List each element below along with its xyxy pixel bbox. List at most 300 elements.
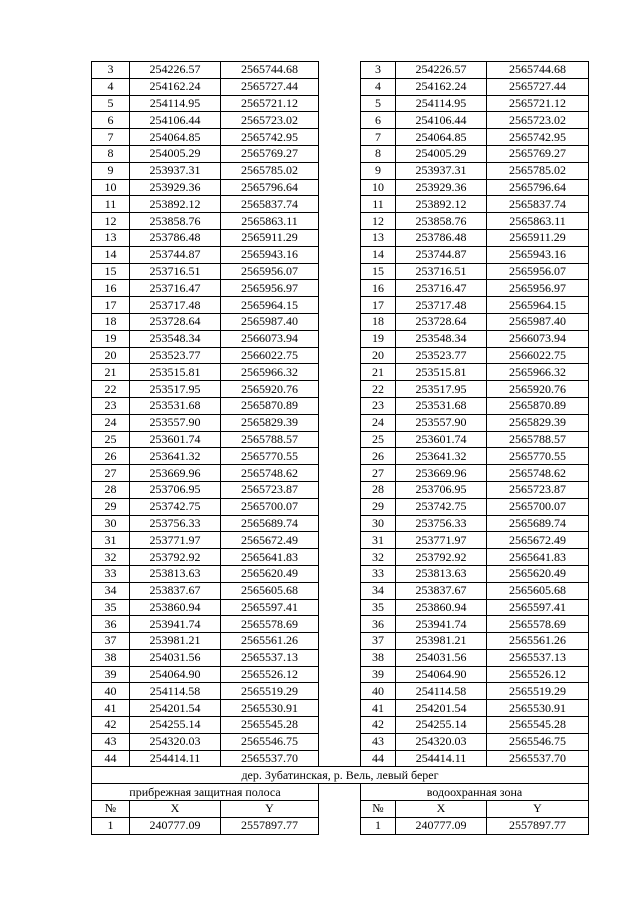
right-x-value: 253557.90 xyxy=(396,414,487,431)
table-row xyxy=(92,414,589,431)
column-gap xyxy=(319,78,361,95)
left-y-value: 2565546.75 xyxy=(221,733,319,750)
table-row xyxy=(92,448,589,465)
left-y-value: 2565723.02 xyxy=(221,112,319,129)
left-point-number: 22 xyxy=(92,381,130,398)
table-row xyxy=(92,313,589,330)
left-y-value: 2565943.16 xyxy=(221,246,319,263)
right-point-number: 37 xyxy=(361,633,396,650)
left-y-value: 2557897.77 xyxy=(221,817,319,834)
right-y-value: 2565870.89 xyxy=(487,397,589,414)
left-y-value: 2565770.55 xyxy=(221,448,319,465)
left-y-value: 2565785.02 xyxy=(221,162,319,179)
left-y-value: 2565530.91 xyxy=(221,700,319,717)
table-row xyxy=(92,817,589,834)
right-x-value: 254064.90 xyxy=(396,666,487,683)
left-y-value: 2565911.29 xyxy=(221,229,319,246)
right-y-value: 2565742.95 xyxy=(487,129,589,146)
right-x-value: 254114.58 xyxy=(396,683,487,700)
right-point-number: 22 xyxy=(361,381,396,398)
column-gap xyxy=(319,481,361,498)
right-point-number: 33 xyxy=(361,565,396,582)
right-point-number: 7 xyxy=(361,129,396,146)
left-x-value: 253548.34 xyxy=(130,330,221,347)
left-x-header: X xyxy=(130,801,221,818)
table-row xyxy=(92,246,589,263)
right-point-number: 36 xyxy=(361,616,396,633)
column-gap xyxy=(319,364,361,381)
left-y-value: 2565641.83 xyxy=(221,549,319,566)
left-x-value: 253937.31 xyxy=(130,162,221,179)
right-point-number: 12 xyxy=(361,213,396,230)
coordinates-rows xyxy=(92,62,589,767)
column-gap xyxy=(319,431,361,448)
column-gap xyxy=(319,582,361,599)
right-point-number: 5 xyxy=(361,95,396,112)
table-row xyxy=(92,481,589,498)
table-row xyxy=(92,565,589,582)
right-y-value: 2565956.07 xyxy=(487,263,589,280)
right-x-value: 254414.11 xyxy=(396,750,487,767)
table-row xyxy=(92,633,589,650)
left-y-value: 2565744.68 xyxy=(221,62,319,79)
table-row xyxy=(92,112,589,129)
right-x-value: 253706.95 xyxy=(396,481,487,498)
left-point-number: 3 xyxy=(92,62,130,79)
left-x-value: 253981.21 xyxy=(130,633,221,650)
right-x-value: 253981.21 xyxy=(396,633,487,650)
right-y-value: 2565546.75 xyxy=(487,733,589,750)
left-x-value: 253756.33 xyxy=(130,515,221,532)
right-x-value: 254255.14 xyxy=(396,717,487,734)
left-x-value: 253717.48 xyxy=(130,297,221,314)
right-y-value: 2565605.68 xyxy=(487,582,589,599)
table-row xyxy=(92,196,589,213)
column-gap xyxy=(319,532,361,549)
left-point-number: 18 xyxy=(92,313,130,330)
right-point-number: 39 xyxy=(361,666,396,683)
left-x-value: 254114.95 xyxy=(130,95,221,112)
left-x-value: 253813.63 xyxy=(130,565,221,582)
table-row xyxy=(92,532,589,549)
left-x-value: 253860.94 xyxy=(130,599,221,616)
right-y-value: 2565987.40 xyxy=(487,313,589,330)
left-x-value: 253728.64 xyxy=(130,313,221,330)
right-point-number: 31 xyxy=(361,532,396,549)
left-x-value: 253601.74 xyxy=(130,431,221,448)
right-point-number: 21 xyxy=(361,364,396,381)
left-y-value: 2565829.39 xyxy=(221,414,319,431)
right-y-value: 2565748.62 xyxy=(487,465,589,482)
table-row xyxy=(92,666,589,683)
right-x-value: 253531.68 xyxy=(396,397,487,414)
left-y-value: 2565526.12 xyxy=(221,666,319,683)
right-x-value: 254031.56 xyxy=(396,649,487,666)
right-y-value: 2565943.16 xyxy=(487,246,589,263)
right-y-value: 2565561.26 xyxy=(487,633,589,650)
left-y-value: 2565748.62 xyxy=(221,465,319,482)
right-y-value: 2565796.64 xyxy=(487,179,589,196)
table-row xyxy=(92,649,589,666)
left-y-value: 2565723.87 xyxy=(221,481,319,498)
left-point-number: 14 xyxy=(92,246,130,263)
table-row xyxy=(92,683,589,700)
left-point-number: 27 xyxy=(92,465,130,482)
column-gap xyxy=(319,297,361,314)
left-point-number: 11 xyxy=(92,196,130,213)
right-point-number: 41 xyxy=(361,700,396,717)
column-gap xyxy=(319,162,361,179)
right-y-value: 2565721.12 xyxy=(487,95,589,112)
column-gap xyxy=(319,246,361,263)
section-labels-row xyxy=(92,784,589,801)
table-row xyxy=(92,733,589,750)
right-x-value: 253771.97 xyxy=(396,532,487,549)
right-x-value: 253941.74 xyxy=(396,616,487,633)
left-y-value: 2565796.64 xyxy=(221,179,319,196)
left-point-number: 32 xyxy=(92,549,130,566)
left-x-value: 253771.97 xyxy=(130,532,221,549)
right-y-value: 2566073.94 xyxy=(487,330,589,347)
section-title: дер. Зубатинская, р. Вель, левый берег xyxy=(92,767,589,784)
right-x-value: 253786.48 xyxy=(396,229,487,246)
left-x-value: 240777.09 xyxy=(130,817,221,834)
right-y-value: 2565966.32 xyxy=(487,364,589,381)
right-y-value: 2565545.28 xyxy=(487,717,589,734)
right-point-number: 10 xyxy=(361,179,396,196)
right-y-value: 2565769.27 xyxy=(487,145,589,162)
column-gap xyxy=(319,465,361,482)
right-point-number: 28 xyxy=(361,481,396,498)
left-x-value: 254064.90 xyxy=(130,666,221,683)
right-point-number: 25 xyxy=(361,431,396,448)
left-x-value: 253557.90 xyxy=(130,414,221,431)
right-x-value: 254114.95 xyxy=(396,95,487,112)
table-row xyxy=(92,515,589,532)
column-gap xyxy=(319,565,361,582)
column-gap xyxy=(319,700,361,717)
right-y-value: 2565620.49 xyxy=(487,565,589,582)
left-y-value: 2565519.29 xyxy=(221,683,319,700)
left-x-value: 253941.74 xyxy=(130,616,221,633)
right-y-value: 2565920.76 xyxy=(487,381,589,398)
left-y-value: 2565620.49 xyxy=(221,565,319,582)
column-gap xyxy=(319,347,361,364)
right-y-value: 2565837.74 xyxy=(487,196,589,213)
right-x-value: 254201.54 xyxy=(396,700,487,717)
right-point-number: 40 xyxy=(361,683,396,700)
left-y-value: 2565537.70 xyxy=(221,750,319,767)
right-point-number: 27 xyxy=(361,465,396,482)
left-point-number: 36 xyxy=(92,616,130,633)
left-y-value: 2565956.07 xyxy=(221,263,319,280)
left-point-number: 8 xyxy=(92,145,130,162)
right-y-value: 2565530.91 xyxy=(487,700,589,717)
left-x-value: 253523.77 xyxy=(130,347,221,364)
table-row xyxy=(92,78,589,95)
left-section-label: прибрежная защитная полоса xyxy=(92,784,319,801)
column-gap xyxy=(319,649,361,666)
left-point-number: 29 xyxy=(92,498,130,515)
column-gap xyxy=(319,801,361,818)
right-y-value: 2565770.55 xyxy=(487,448,589,465)
right-x-value: 254106.44 xyxy=(396,112,487,129)
right-y-value: 2565727.44 xyxy=(487,78,589,95)
table-row xyxy=(92,750,589,767)
right-point-number: 23 xyxy=(361,397,396,414)
left-y-value: 2565987.40 xyxy=(221,313,319,330)
right-x-value: 253756.33 xyxy=(396,515,487,532)
column-gap xyxy=(319,683,361,700)
left-y-value: 2565537.13 xyxy=(221,649,319,666)
left-point-number: 10 xyxy=(92,179,130,196)
right-x-value: 253813.63 xyxy=(396,565,487,582)
right-y-value: 2565700.07 xyxy=(487,498,589,515)
right-x-value: 253860.94 xyxy=(396,599,487,616)
right-point-number: 11 xyxy=(361,196,396,213)
table-row xyxy=(92,179,589,196)
left-point-number: 40 xyxy=(92,683,130,700)
table-row xyxy=(92,549,589,566)
right-x-value: 253837.67 xyxy=(396,582,487,599)
left-point-number: 20 xyxy=(92,347,130,364)
right-y-value: 2565829.39 xyxy=(487,414,589,431)
right-x-value: 254162.24 xyxy=(396,78,487,95)
column-gap xyxy=(319,616,361,633)
left-point-number: 39 xyxy=(92,666,130,683)
right-number-header: № xyxy=(361,801,396,818)
right-x-value: 240777.09 xyxy=(396,817,487,834)
left-y-value: 2565545.28 xyxy=(221,717,319,734)
left-y-value: 2565672.49 xyxy=(221,532,319,549)
left-y-value: 2566073.94 xyxy=(221,330,319,347)
table-row xyxy=(92,498,589,515)
column-gap xyxy=(319,717,361,734)
right-y-value: 2565641.83 xyxy=(487,549,589,566)
table-row xyxy=(92,616,589,633)
section-title-row xyxy=(92,767,589,784)
left-y-value: 2565597.41 xyxy=(221,599,319,616)
right-x-header: X xyxy=(396,801,487,818)
column-gap xyxy=(319,95,361,112)
left-point-number: 7 xyxy=(92,129,130,146)
right-y-value: 2565537.70 xyxy=(487,750,589,767)
column-gap xyxy=(319,498,361,515)
right-x-value: 254320.03 xyxy=(396,733,487,750)
left-point-number: 16 xyxy=(92,280,130,297)
table-row xyxy=(92,213,589,230)
left-y-value: 2565721.12 xyxy=(221,95,319,112)
column-gap xyxy=(319,666,361,683)
column-gap xyxy=(319,263,361,280)
right-point-number: 20 xyxy=(361,347,396,364)
column-gap xyxy=(319,733,361,750)
left-x-value: 253744.87 xyxy=(130,246,221,263)
table-row xyxy=(92,330,589,347)
right-x-value: 254064.85 xyxy=(396,129,487,146)
left-point-number: 26 xyxy=(92,448,130,465)
right-x-value: 253548.34 xyxy=(396,330,487,347)
right-y-value: 2565964.15 xyxy=(487,297,589,314)
right-point-number: 44 xyxy=(361,750,396,767)
left-x-value: 253669.96 xyxy=(130,465,221,482)
left-point-number: 23 xyxy=(92,397,130,414)
left-y-value: 2565689.74 xyxy=(221,515,319,532)
left-point-number: 4 xyxy=(92,78,130,95)
left-x-value: 253786.48 xyxy=(130,229,221,246)
left-y-value: 2565920.76 xyxy=(221,381,319,398)
column-gap xyxy=(319,397,361,414)
right-point-number: 26 xyxy=(361,448,396,465)
right-point-number: 24 xyxy=(361,414,396,431)
table-row xyxy=(92,95,589,112)
right-y-value: 2565723.87 xyxy=(487,481,589,498)
right-section-label: водоохранная зона xyxy=(361,784,589,801)
right-x-value: 253892.12 xyxy=(396,196,487,213)
column-gap xyxy=(319,213,361,230)
column-gap xyxy=(319,129,361,146)
left-point-number: 24 xyxy=(92,414,130,431)
right-x-value: 253742.75 xyxy=(396,498,487,515)
column-gap xyxy=(319,179,361,196)
left-x-value: 254226.57 xyxy=(130,62,221,79)
left-y-value: 2565578.69 xyxy=(221,616,319,633)
left-x-value: 254414.11 xyxy=(130,750,221,767)
right-y-value: 2565723.02 xyxy=(487,112,589,129)
left-point-number: 30 xyxy=(92,515,130,532)
right-point-number: 14 xyxy=(361,246,396,263)
right-x-value: 254005.29 xyxy=(396,145,487,162)
right-x-value: 253858.76 xyxy=(396,213,487,230)
right-point-number: 38 xyxy=(361,649,396,666)
right-y-value: 2565911.29 xyxy=(487,229,589,246)
left-point-number: 41 xyxy=(92,700,130,717)
left-y-value: 2565605.68 xyxy=(221,582,319,599)
left-x-value: 253531.68 xyxy=(130,397,221,414)
left-y-value: 2565863.11 xyxy=(221,213,319,230)
left-x-value: 253641.32 xyxy=(130,448,221,465)
table-row xyxy=(92,229,589,246)
table-row xyxy=(92,297,589,314)
right-point-number: 19 xyxy=(361,330,396,347)
right-x-value: 253716.51 xyxy=(396,263,487,280)
right-y-value: 2565744.68 xyxy=(487,62,589,79)
left-x-value: 253706.95 xyxy=(130,481,221,498)
left-x-value: 253792.92 xyxy=(130,549,221,566)
left-x-value: 253515.81 xyxy=(130,364,221,381)
table-row xyxy=(92,162,589,179)
column-gap xyxy=(319,229,361,246)
left-point-number: 21 xyxy=(92,364,130,381)
table-row xyxy=(92,364,589,381)
table-row xyxy=(92,280,589,297)
column-gap xyxy=(319,817,361,834)
column-gap xyxy=(319,62,361,79)
right-x-value: 253792.92 xyxy=(396,549,487,566)
left-point-number: 34 xyxy=(92,582,130,599)
column-gap xyxy=(319,750,361,767)
left-point-number: 44 xyxy=(92,750,130,767)
right-y-value: 2565537.13 xyxy=(487,649,589,666)
left-point-number: 35 xyxy=(92,599,130,616)
left-x-value: 254255.14 xyxy=(130,717,221,734)
left-x-value: 254201.54 xyxy=(130,700,221,717)
right-point-number: 16 xyxy=(361,280,396,297)
table-row xyxy=(92,145,589,162)
table-row xyxy=(92,700,589,717)
left-point-number: 13 xyxy=(92,229,130,246)
left-y-value: 2565561.26 xyxy=(221,633,319,650)
left-y-header: Y xyxy=(221,801,319,818)
left-y-value: 2565788.57 xyxy=(221,431,319,448)
table-row xyxy=(92,381,589,398)
right-point-number: 32 xyxy=(361,549,396,566)
left-point-number: 1 xyxy=(92,817,130,834)
right-y-value: 2565597.41 xyxy=(487,599,589,616)
left-y-value: 2565727.44 xyxy=(221,78,319,95)
right-y-header: Y xyxy=(487,801,589,818)
left-y-value: 2565769.27 xyxy=(221,145,319,162)
table-row xyxy=(92,431,589,448)
table-row xyxy=(92,599,589,616)
left-point-number: 28 xyxy=(92,481,130,498)
table-row xyxy=(92,62,589,79)
right-x-value: 253937.31 xyxy=(396,162,487,179)
right-y-value: 2557897.77 xyxy=(487,817,589,834)
table-row xyxy=(92,263,589,280)
right-point-number: 42 xyxy=(361,717,396,734)
column-gap xyxy=(319,280,361,297)
left-y-value: 2566022.75 xyxy=(221,347,319,364)
right-point-number: 15 xyxy=(361,263,396,280)
right-y-value: 2565519.29 xyxy=(487,683,589,700)
right-x-value: 253601.74 xyxy=(396,431,487,448)
left-x-value: 254005.29 xyxy=(130,145,221,162)
right-y-value: 2565863.11 xyxy=(487,213,589,230)
left-point-number: 43 xyxy=(92,733,130,750)
right-point-number: 29 xyxy=(361,498,396,515)
table-row xyxy=(92,397,589,414)
right-point-number: 18 xyxy=(361,313,396,330)
right-y-value: 2565526.12 xyxy=(487,666,589,683)
left-x-value: 254320.03 xyxy=(130,733,221,750)
left-x-value: 254106.44 xyxy=(130,112,221,129)
table-row xyxy=(92,465,589,482)
right-point-number: 4 xyxy=(361,78,396,95)
right-point-number: 8 xyxy=(361,145,396,162)
right-x-value: 253929.36 xyxy=(396,179,487,196)
coordinates-table xyxy=(91,61,589,835)
column-gap xyxy=(319,599,361,616)
table-row xyxy=(92,582,589,599)
left-x-value: 254114.58 xyxy=(130,683,221,700)
table-row xyxy=(92,717,589,734)
right-x-value: 253517.95 xyxy=(396,381,487,398)
right-point-number: 6 xyxy=(361,112,396,129)
left-point-number: 17 xyxy=(92,297,130,314)
left-x-value: 253716.51 xyxy=(130,263,221,280)
column-gap xyxy=(319,784,361,801)
column-header-row xyxy=(92,801,589,818)
left-x-value: 253892.12 xyxy=(130,196,221,213)
left-x-value: 253929.36 xyxy=(130,179,221,196)
column-gap xyxy=(319,448,361,465)
right-x-value: 253515.81 xyxy=(396,364,487,381)
left-y-value: 2565956.97 xyxy=(221,280,319,297)
left-point-number: 38 xyxy=(92,649,130,666)
left-point-number: 9 xyxy=(92,162,130,179)
left-point-number: 12 xyxy=(92,213,130,230)
